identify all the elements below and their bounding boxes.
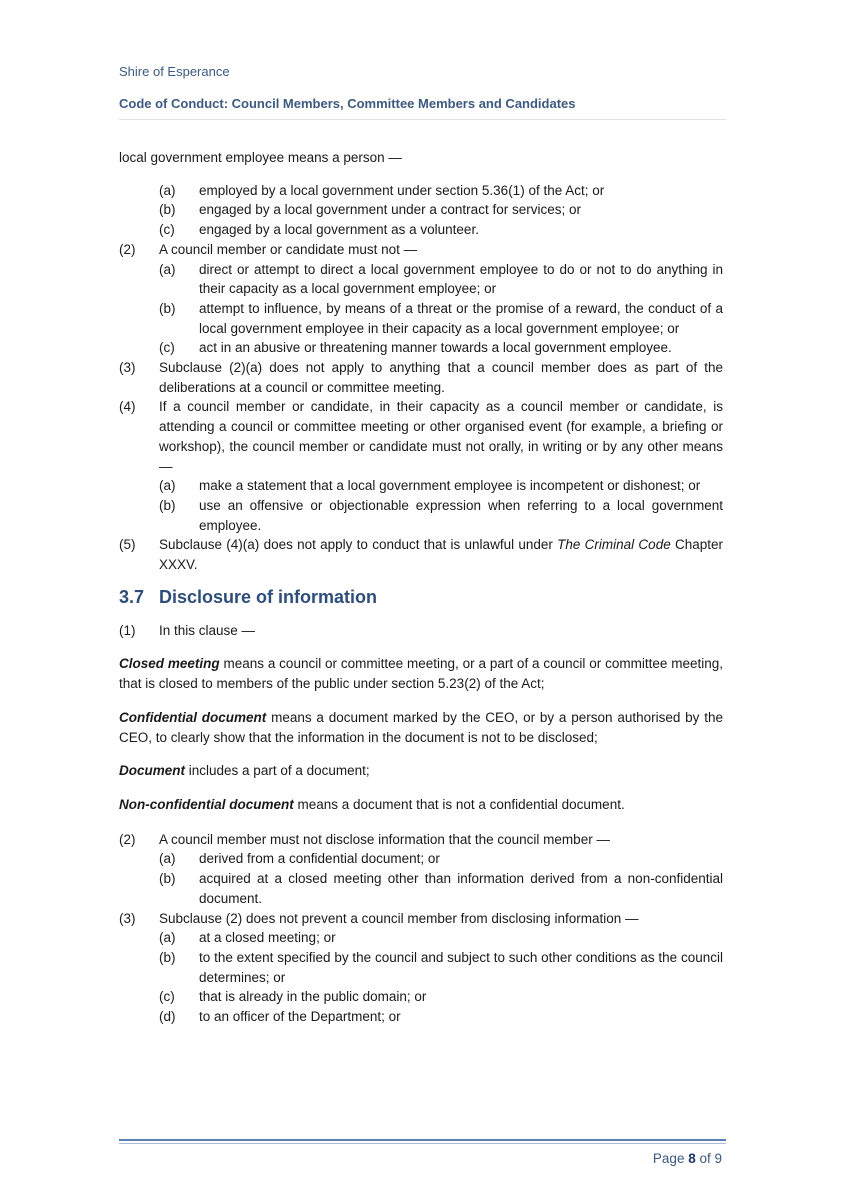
clause-5: (5) Subclause (4)(a) does not apply to conduct that is unlawful under The Criminal Code Chapter XXXV. [119, 537, 724, 573]
definition: Document includes a part of a document; [119, 763, 370, 779]
subclause-2-item: (b) acquired at a closed meeting other than information derived from a non-confidential document. [159, 871, 723, 906]
page-number: Page 8 of 9 [652, 1151, 722, 1166]
subclause-3-item: (b) to the extent specified by the council and subject to such other conditions as the council determines; or [159, 949, 723, 985]
header-rule [119, 119, 726, 120]
definition: Confidential document means a document marked by the CEO, or by a person authorised by the CEO, to clearly show that the information in the document is not to be disclosed; [119, 709, 723, 745]
subclause-3-item: (a) at a closed meeting; or [159, 930, 336, 946]
footer-rule [119, 1139, 726, 1141]
clause-2: (2) A council member or candidate must not — [119, 241, 418, 257]
section-heading: 3.7 Disclosure of information [119, 586, 378, 607]
header-title: Code of Conduct: Council Members, Committee Members and Candidates [119, 96, 576, 111]
def-item: (c) engaged by a local government as a volunteer. [159, 222, 479, 238]
subclause-3-item: (c) that is already in the public domain; or [159, 989, 427, 1005]
subclause-3-item: (d) to an officer of the Department; or [159, 1009, 401, 1025]
clause-4-item: (b) use an offensive or objectionable expression when referring to a local government employee. [159, 497, 723, 533]
header-org: Shire of Esperance [119, 64, 230, 79]
clause-2-item: (c) act in an abusive or threatening manner towards a local government employee. [159, 340, 672, 356]
footer-rule-thin [119, 1143, 726, 1144]
clause-2-item: (a) direct or attempt to direct a local government employee to do or not to do anything in their capacity as a local government employee; or [159, 261, 723, 297]
def-item: (b) engaged by a local government under a contract for services; or [159, 202, 581, 218]
definition: Non-confidential document means a document that is not a confidential document. [119, 796, 625, 812]
subclause-2-item: (a) derived from a confidential document; or [159, 851, 440, 867]
clause-3: (3) Subclause (2)(a) does not apply to anything that a council member does as part of the deliberations at a council or committee meeting. [119, 360, 723, 395]
page-content [119, 148, 723, 1027]
definition: Closed meeting means a council or committee meeting, or a part of a council or committee meeting, that is closed to members of the public under section 5.23(2) of the Act; [119, 656, 723, 692]
intro-text: local government employee means a person — [119, 150, 402, 165]
def-item: (a) employed by a local government under section 5.36(1) of the Act; or [159, 182, 605, 198]
clause-2-item: (b) attempt to influence, by means of a threat or the promise of a reward, the conduct of a local government employee in their capacity as a local government employee; or [159, 300, 723, 336]
subclause-3: (3) Subclause (2) does not prevent a council member from disclosing information — [119, 910, 639, 926]
clause-4: (4) If a council member or candidate, in their capacity as a council member or candidate, is attending a council or committee meeting or other organised event (for example, a briefing or workshop), the council member or candidate must not orally, in writing or by any other means — [119, 399, 723, 474]
subclause-2: (2) A council member must not disclose information that the council member — [119, 831, 610, 847]
subclause-1: (1) In this clause — [119, 622, 256, 638]
clause-4-item: (a) make a statement that a local government employee is incompetent or dishonest; or [159, 478, 701, 494]
